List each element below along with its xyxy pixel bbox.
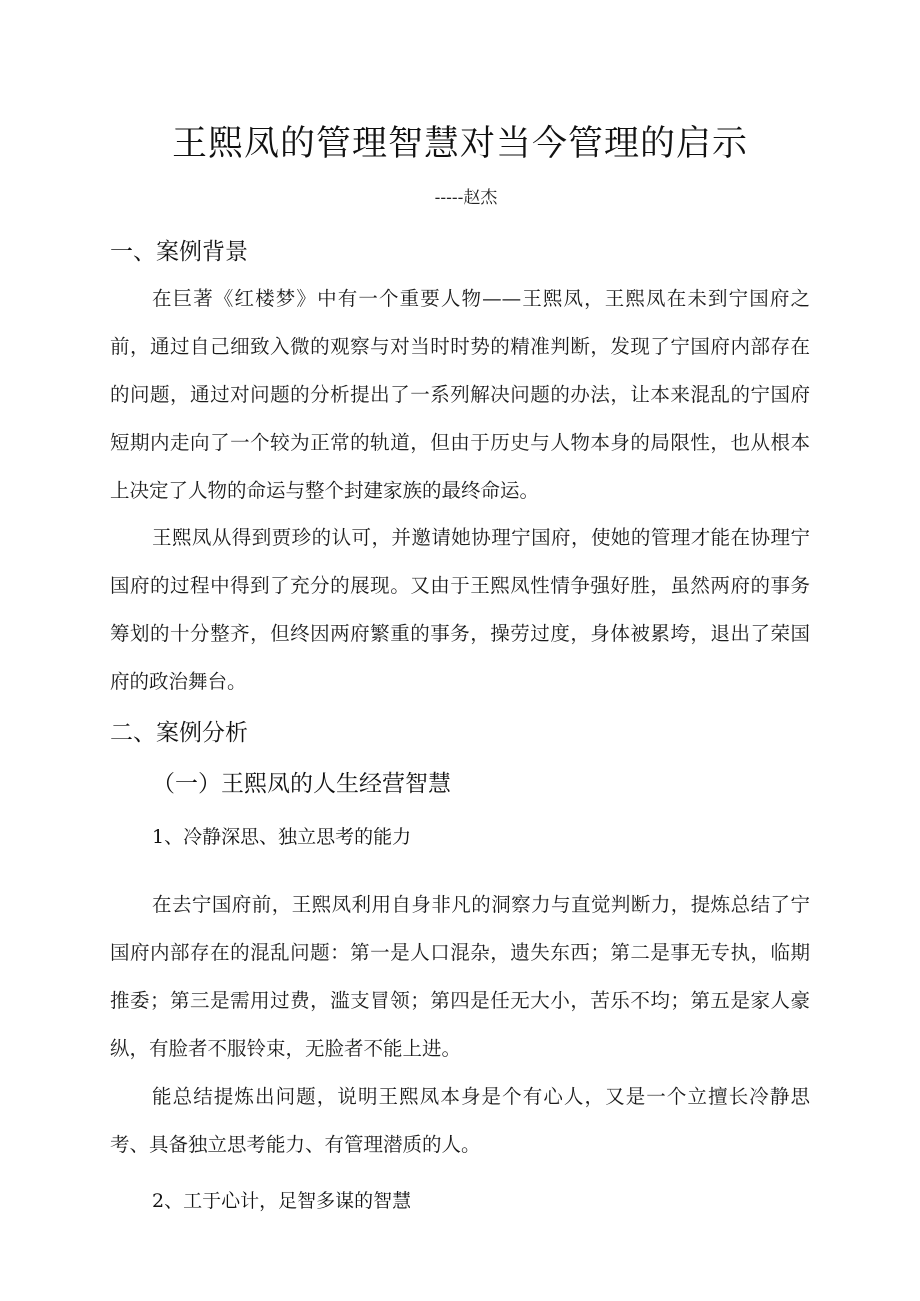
section-heading-analysis: 二、案例分析 [110, 720, 248, 746]
subsection-heading-life-wisdom: （一）王熙凤的人生经营智慧 [152, 771, 451, 797]
document-author: -----赵杰 [434, 188, 498, 208]
point-heading-2: 2、工于心计，足智多谋的智慧 [152, 1190, 412, 1212]
paragraph-analysis-1: 在去宁国府前，王熙凤利用自身非凡的洞察力与直觉判断力，提炼总结了宁国府内部存在的混乱问题：第一是人口混杂，遗失东西；第二是事无专执，临期推委；第三是需用过费，滥支冒领；第四是任无大小，苦乐不均；第五是家人豪纵，有脸者不服铃束，无脸者不能上进。 [110, 893, 810, 1060]
paragraph-analysis-2: 能总结提炼出问题，说明王熙凤本身是个有心人，又是一个立擅长冷静思考、具备独立思考能力、有管理潜质的人。 [110, 1085, 810, 1156]
paragraph-background-1: 在巨著《红楼梦》中有一个重要人物——王熙凤，王熙凤在未到宁国府之前，通过自己细致入微的观察与对当时时势的精准判断，发现了宁国府内部存在的问题，通过对问题的分析提出了一系列解决问题的办法，让本来混乱的宁国府短期内走向了一个较为正常的轨道，但由于历史与人物本身的局限性，也从根本上决定了人物的命运与整个封建家族的最终命运。 [110, 287, 810, 502]
document-title: 王熙凤的管理智慧对当今管理的启示 [171, 124, 748, 164]
paragraph-background-2: 王熙凤从得到贾珍的认可，并邀请她协理宁国府，使她的管理才能在协理宁国府的过程中得到了充分的展现。又由于王熙凤性情争强好胜，虽然两府的事务筹划的十分整齐，但终因两府繁重的事务，操劳过度，身体被累垮，退出了荣国府的政治舞台。 [110, 526, 810, 693]
section-heading-background: 一、案例背景 [110, 239, 248, 265]
point-heading-1: 1、冷静深思、独立思考的能力 [152, 826, 412, 848]
